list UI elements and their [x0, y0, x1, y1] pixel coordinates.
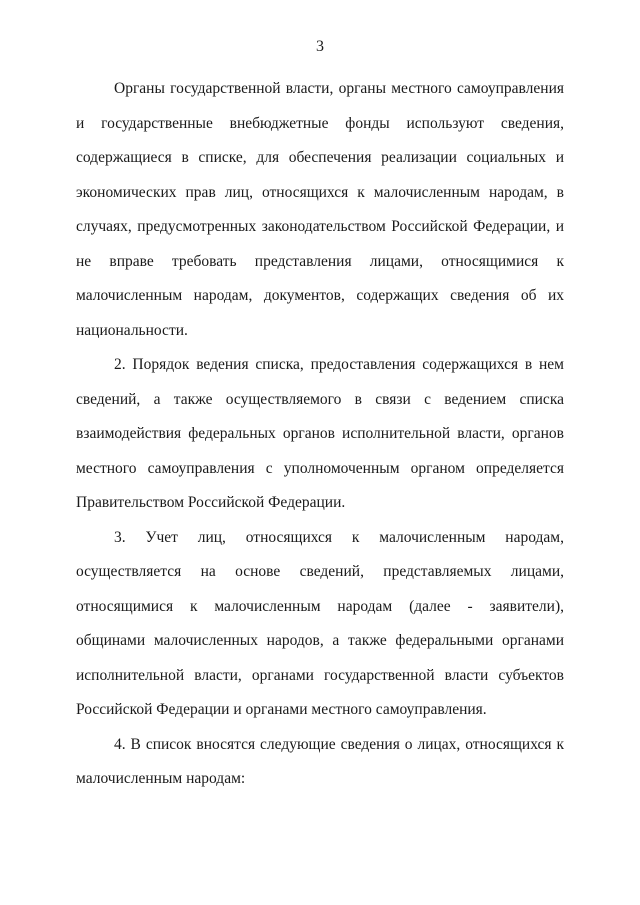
- paragraph-line: относящимися к малочисленным народам (далее - заявители),: [76, 597, 564, 615]
- paragraph-line: местного самоуправления с уполномоченным органом определяется: [76, 459, 564, 477]
- paragraph-line: 2. Порядок ведения списка, предоставления содержащихся в нем: [114, 356, 564, 373]
- paragraph-line: осуществляется на основе сведений, представляемых лицами,: [76, 563, 564, 580]
- paragraph-line: сведений, а также осуществляемого в связи с ведением списка: [76, 390, 564, 408]
- paragraph-2: [76, 348, 564, 521]
- paragraph-line: исполнительной власти, органами государственной власти субъектов: [76, 666, 564, 684]
- paragraph-line: 4. В список вносятся следующие сведения о лицах, относящихся к: [114, 735, 564, 753]
- paragraph-line: национальности.: [76, 321, 188, 339]
- paragraph-line: малочисленным народам, документов, содержащих сведения об их: [76, 287, 564, 304]
- paragraph-line: содержащиеся в списке, для обеспечения реализации социальных и: [76, 149, 564, 166]
- paragraph-line: и государственные внебюджетные фонды используют сведения,: [76, 114, 564, 132]
- paragraph-line: малочисленным народам:: [76, 770, 246, 787]
- paragraph-4: [76, 728, 564, 797]
- paragraph-line: Правительством Российской Федерации.: [76, 494, 346, 511]
- paragraph-3: [76, 521, 564, 728]
- paragraph-line: общинами малочисленных народов, а также федеральными органами: [76, 632, 564, 649]
- paragraph-line: случаях, предусмотренных законодательством Российской Федерации, и: [76, 218, 564, 235]
- page-number: 3: [316, 38, 324, 55]
- paragraph-1: [76, 72, 564, 348]
- paragraph-line: не вправе требовать представления лицами, относящимися к: [76, 252, 564, 270]
- paragraph-line: Органы государственной власти, органы местного самоуправления: [114, 80, 564, 97]
- document-body: [76, 72, 564, 797]
- paragraph-line: 3. Учет лиц, относящихся к малочисленным народам,: [114, 528, 564, 546]
- paragraph-line: взаимодействия федеральных органов исполнительной власти, органов: [76, 425, 564, 442]
- paragraph-line: Российской Федерации и органами местного самоуправления.: [76, 701, 487, 718]
- paragraph-line: экономических прав лиц, относящихся к малочисленным народам, в: [76, 183, 564, 201]
